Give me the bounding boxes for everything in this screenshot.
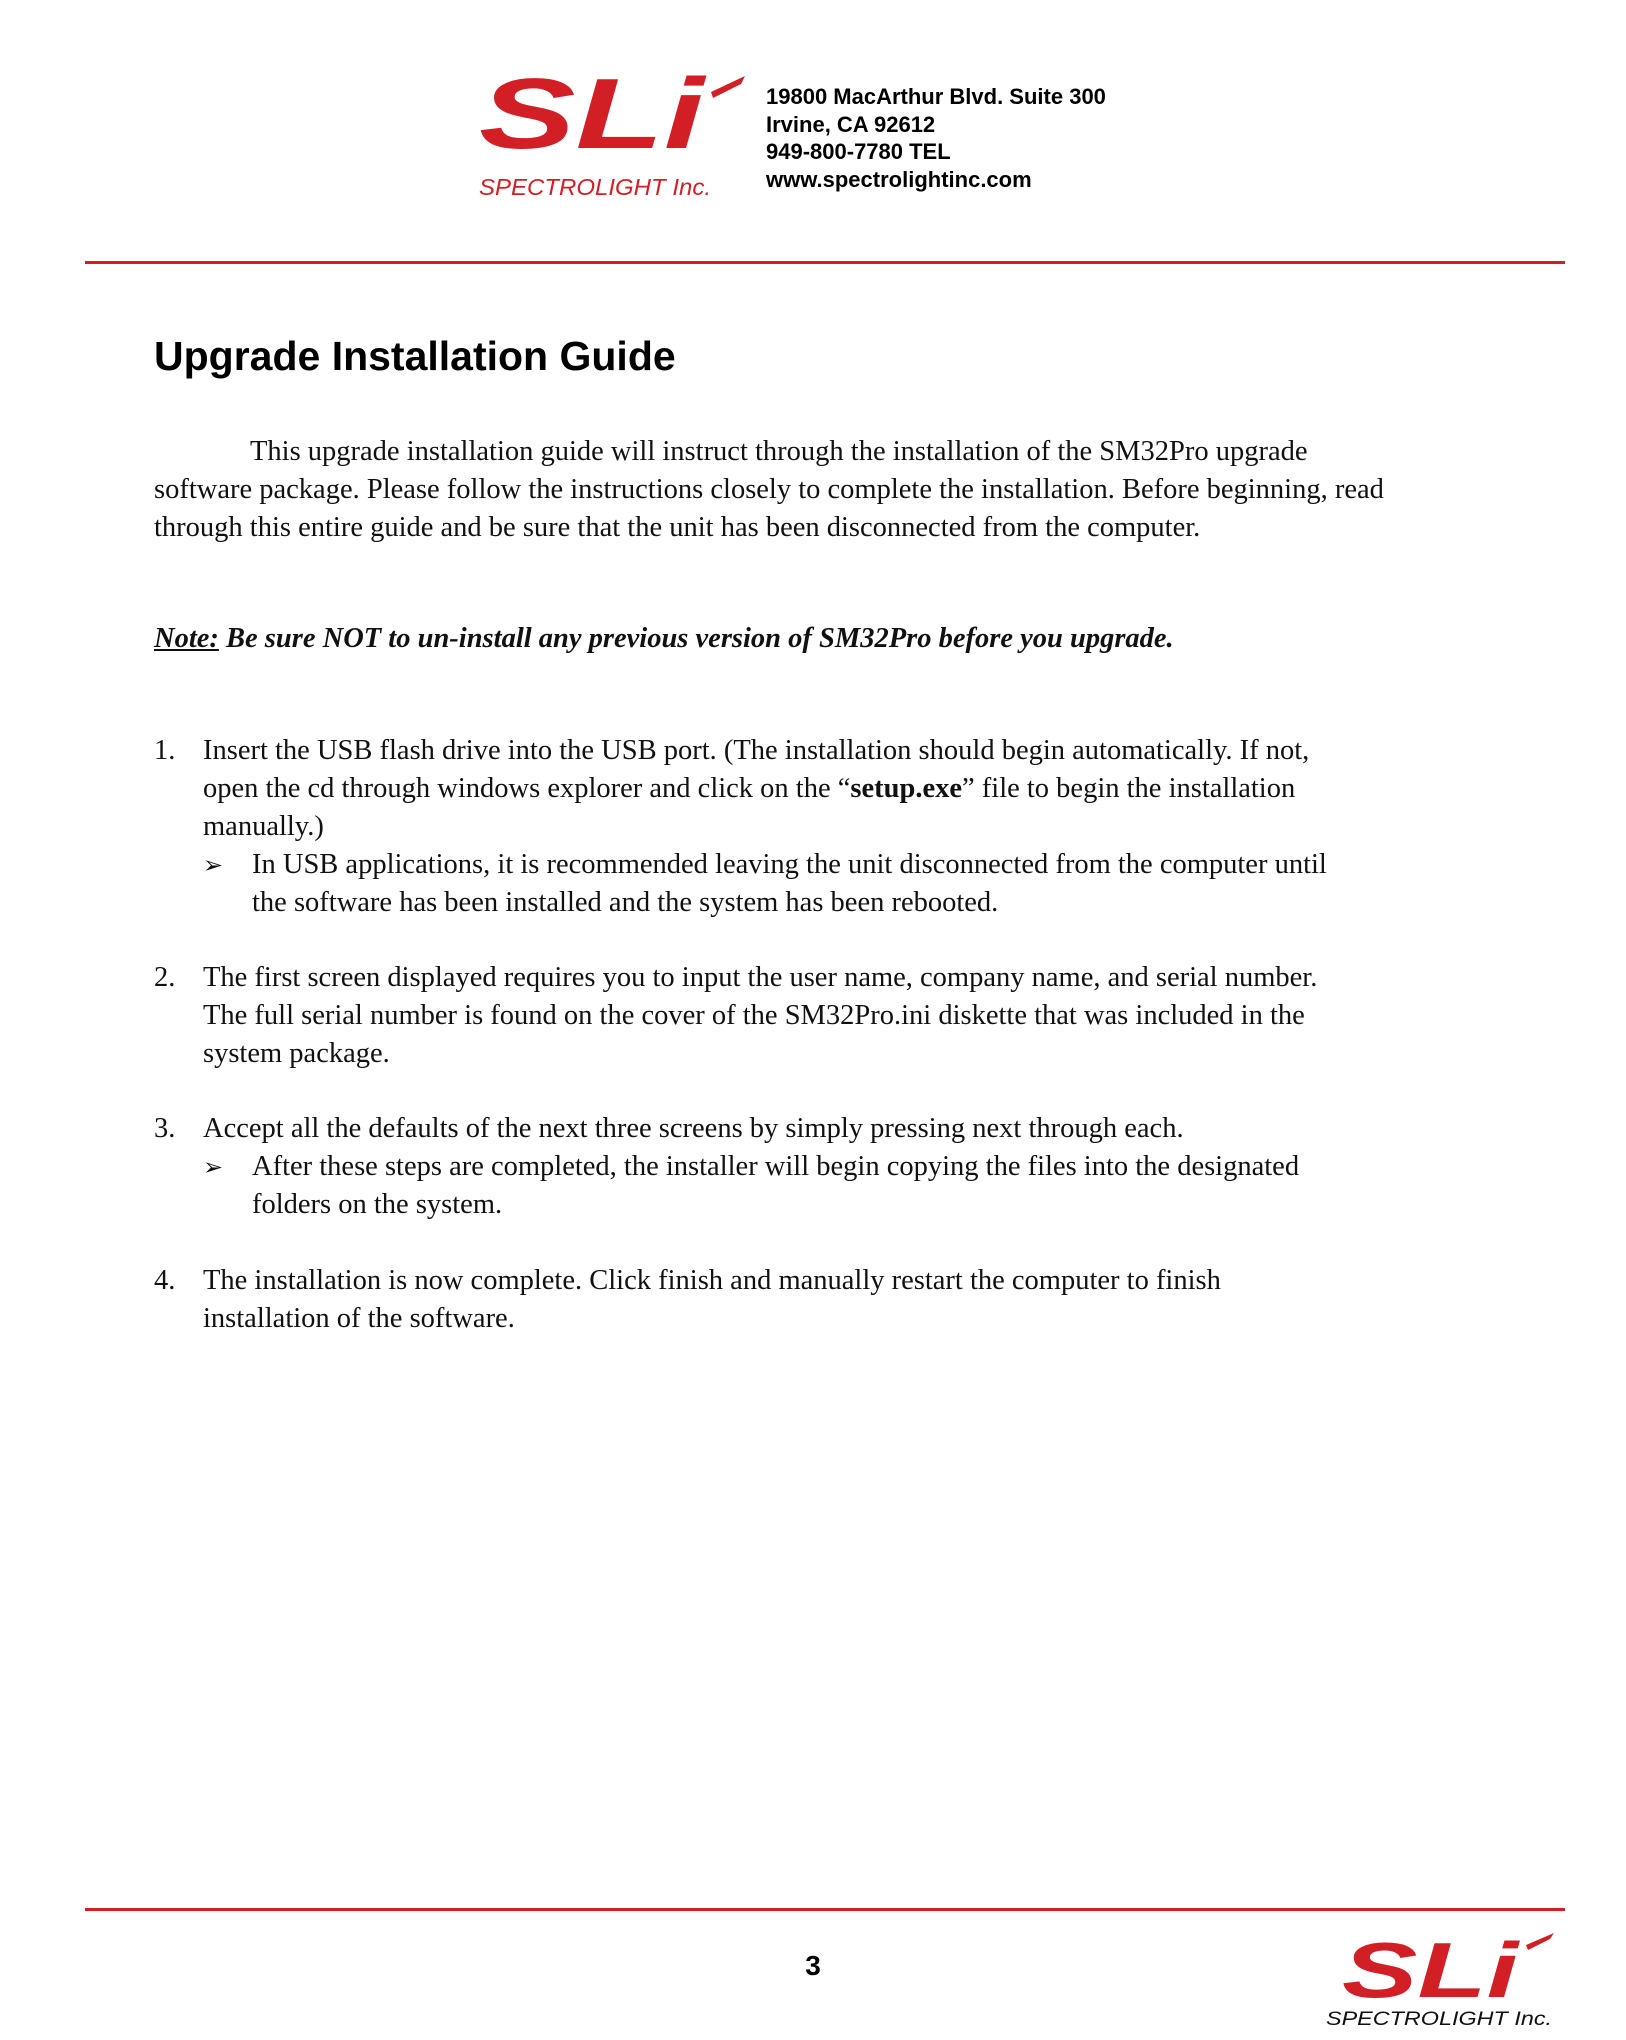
step-text-part: ” file to begin the installation manually.) <box>203 773 1296 842</box>
sli-logo-swoosh <box>711 76 745 98</box>
document-title: Upgrade Installation Guide <box>154 333 676 379</box>
note-label: Note: <box>154 623 219 654</box>
sli-logo-company: SPECTROLIGHT Inc. <box>479 174 711 200</box>
sub-bullet-text: After these steps are completed, the installer will begin copying the files into the designated folders on the system. <box>252 1151 1300 1220</box>
page-number: 3 <box>805 1950 821 1981</box>
header-divider <box>85 261 1565 264</box>
step-text <box>203 732 1353 846</box>
footer-sli-logo <box>1318 1925 1558 2030</box>
step-number: 1. <box>154 735 176 766</box>
address-line: 19800 MacArthur Blvd. Suite 300 <box>766 84 1106 109</box>
arrow-bullet-icon: ➢ <box>203 851 224 879</box>
setup-exe-filename: setup.exe <box>850 773 963 804</box>
sli-logo-mark: SLi <box>1342 1926 1520 2014</box>
step-text: The first screen displayed requires you to input the user name, company name, and serial number. The full serial number is found on the cover of the SM32Pro.ini diskette that was included in the system package. <box>203 962 1318 1069</box>
intro-text: This upgrade installation guide will instruct through the installation of the SM32Pro upgrade software package. Please follow the instructions closely to complete the installation. Before beginning, read through this entire guide and be sure that the unit has been disconnected from the computer. <box>154 436 1384 543</box>
intro-paragraph <box>154 433 1384 547</box>
company-address-block <box>766 83 1106 193</box>
step-number: 4. <box>154 1265 176 1296</box>
step-text: The installation is now complete. Click finish and manually restart the computer to finish installation of the software. <box>203 1265 1221 1334</box>
step-text-part: Insert the USB flash drive into the USB port. (The installation should begin automatically. If not, open the cd through windows explorer and click on the “ <box>203 735 1310 804</box>
step-number: 3. <box>154 1113 176 1144</box>
step-number: 2. <box>154 962 176 993</box>
arrow-bullet-icon: ➢ <box>203 1153 224 1181</box>
footer-divider <box>85 1908 1565 1911</box>
sli-logo <box>475 70 775 210</box>
website-url: www.spectrolightinc.com <box>766 166 1032 192</box>
sli-logo-company: SPECTROLIGHT Inc. <box>1326 2009 1552 2030</box>
step-text: Accept all the defaults of the next three screens by simply pressing next through each. <box>203 1113 1184 1144</box>
note-text: Be sure NOT to un-install any previous version of SM32Pro before you upgrade. <box>218 623 1174 654</box>
upgrade-note <box>154 620 1384 658</box>
sli-logo-swoosh <box>1526 1933 1554 1950</box>
sli-logo-mark: SLi <box>479 70 708 170</box>
address-city: Irvine, CA 92612 <box>766 111 936 137</box>
phone-number: 949-800-7780 TEL <box>766 139 951 164</box>
sub-bullet-text: In USB applications, it is recommended leaving the unit disconnected from the computer until the software has been installed and the system has been rebooted. <box>252 849 1327 918</box>
